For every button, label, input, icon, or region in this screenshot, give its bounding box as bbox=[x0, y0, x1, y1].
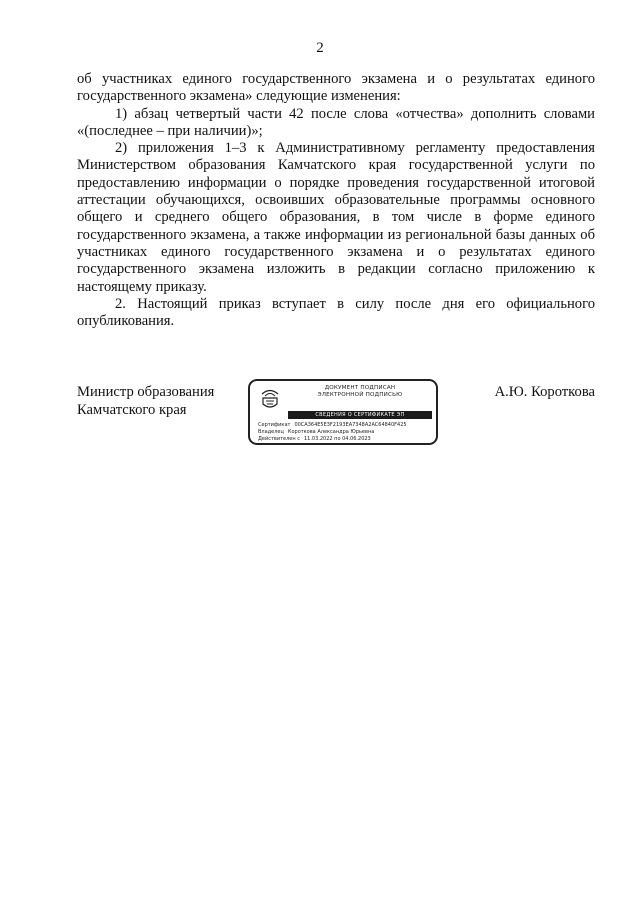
paragraph-continuation: об участниках единого государственного экзамена и о результатах единого государственного экзамена» следующие изменения: bbox=[77, 71, 595, 105]
stamp-owner-row bbox=[258, 429, 374, 435]
page-number: 2 bbox=[316, 40, 324, 56]
stamp-heading-line-2: ЭЛЕКТРОННОЙ ПОДПИСЬЮ bbox=[317, 392, 403, 398]
electronic-signature-stamp bbox=[248, 379, 438, 445]
paragraph-item-1: 1) абзац четвертый части 42 после слова «отчества» дополнить словами «(последнее – при наличии)»; bbox=[77, 105, 595, 139]
stamp-owner-label: Владелец bbox=[258, 429, 284, 435]
paragraph-item-2: 2) приложения 1–3 к Административному регламенту предоставления Министерством образования Камчатского края государственной услуги по предоставлению информации о порядке проведения государственной итоговой аттестации обучающихся, освоивших образовательные программы основного общего и среднего общего образования, в том числе в форме единого государственного экзамена, а также информации из региональной базы данных об участниках единого государственного экзамена и о результатах единого государственного экзамена изложить в редакции согласно приложению к настоящему приказу. bbox=[77, 140, 595, 295]
signer-title-line-2: Камчатского края bbox=[77, 402, 187, 418]
stamp-certificate-band: СВЕДЕНИЯ О СЕРТИФИКАТЕ ЭП bbox=[288, 411, 432, 419]
signer-name: А.Ю. Короткова bbox=[494, 384, 595, 400]
stamp-validity-label: Действителен с bbox=[258, 436, 300, 442]
document-body bbox=[77, 71, 595, 330]
stamp-owner-value: Короткова Александра Юрьевна bbox=[287, 429, 375, 435]
stamp-validity-row bbox=[258, 436, 371, 442]
signer-title-line-1: Министр образования bbox=[77, 384, 215, 400]
stamp-certificate-row bbox=[258, 422, 407, 428]
stamp-heading-line-1: ДОКУМЕНТ ПОДПИСАН bbox=[324, 385, 396, 391]
stamp-certificate-label: Сертификат bbox=[258, 422, 291, 428]
stamp-heading bbox=[290, 385, 430, 399]
coat-of-arms-icon bbox=[258, 386, 282, 412]
stamp-validity-value: 11.03.2022 по 04.06.2023 bbox=[303, 436, 371, 442]
paragraph-clause-2: 2. Настоящий приказ вступает в силу после дня его официального опубликования. bbox=[77, 295, 595, 330]
stamp-certificate-value: 00CA364E5E3F2193EA7348A2AC64840F425 bbox=[294, 422, 407, 428]
signer-title bbox=[77, 383, 214, 419]
